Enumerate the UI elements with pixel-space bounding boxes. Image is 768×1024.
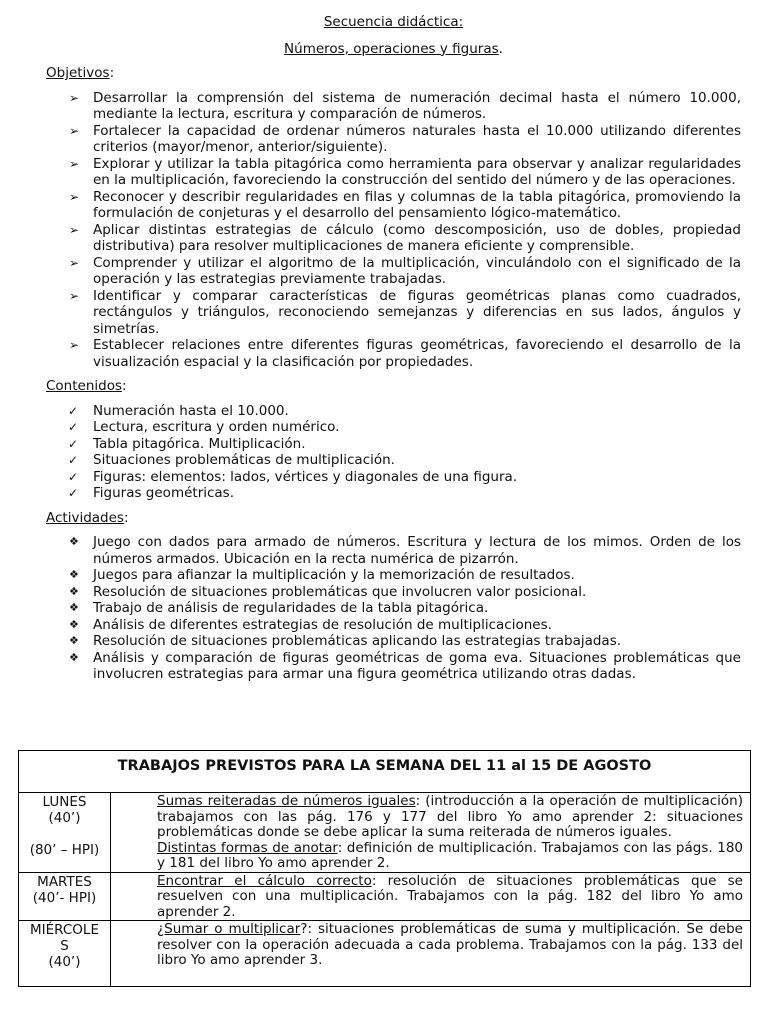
arrow-bullet-icon: ➢ — [69, 288, 80, 303]
actividad-item — [46, 633, 741, 650]
checkmark-icon: ✓ — [68, 403, 79, 418]
task-text: : (introducción a la operación de multiplicación) trabajamos con las pág. 176 y 177 del libro Yo amo aprender 2: situaciones problemáticas donde se debe aplicar la suma reiterada de números iguales. — [157, 793, 743, 840]
spacer — [21, 826, 108, 842]
objetivo-item — [46, 123, 741, 156]
objetivo-text: Identificar y comparar características de figuras geométricas planas como cuadrados, rectángulos y triángulos, reconociendo semejanzas y diferencias en sus lados, ángulos y simetrías. — [93, 287, 741, 337]
objetivo-item — [46, 255, 741, 288]
day-duration: (40’- HPI) — [32, 889, 97, 906]
checkmark-icon: ✓ — [68, 453, 79, 467]
task-text: ?: situaciones problemáticas de suma y multiplicación. Se debe resolver con la operación adecuada a cada problema. Trabajamos con la pág. 133 del libro Yo amo aprender 3. — [157, 921, 743, 968]
objetivo-text: Comprender y utilizar el algoritmo de la multiplicación, vinculándolo con el significado de la operación y las estrategias previamente trabajadas. — [93, 254, 741, 287]
contenido-item — [46, 419, 741, 436]
contenido-item — [46, 469, 741, 486]
objetivo-text: Reconocer y describir regularidades en filas y columnas de la tabla pitagórica, promoviendo la formulación de conjeturas y el desarrollo del pensamiento lógico-matemático. — [93, 188, 741, 221]
actividad-item — [46, 534, 741, 567]
arrow-bullet-icon: ➢ — [69, 338, 80, 352]
actividad-text: Juego con dados para armado de números. Escritura y lectura de los mimos. Orden de los números armados. Ubicación en la recta numérica de pizarrón. — [93, 534, 741, 567]
contenido-item — [46, 436, 741, 453]
day-duration: (40’) — [48, 954, 81, 970]
checkmark-icon: ✓ — [68, 486, 79, 500]
task-item — [137, 841, 743, 872]
diamond-bullet-icon: ❖ — [69, 584, 79, 598]
actividad-item — [46, 600, 741, 617]
diamond-bullet-icon: ❖ — [69, 617, 79, 631]
objetivo-item — [46, 90, 741, 123]
day-name-wrap: S — [60, 938, 69, 954]
contenido-item — [46, 485, 741, 502]
doc-title-text: Secuencia didáctica: — [323, 14, 464, 30]
arrow-bullet-icon: ➢ — [69, 255, 80, 270]
contenidos-heading-text: Contenidos — [46, 378, 123, 394]
contenido-text: Figuras: elementos: lados, vértices y diagonales de una figura. — [93, 468, 518, 485]
day-cell-martes — [19, 872, 111, 921]
diamond-bullet-icon: ❖ — [69, 601, 79, 614]
table-heading: TRABAJOS PREVISTOS PARA LA SEMANA DEL 11 al 15 DE AGOSTO — [19, 751, 751, 793]
objetivo-text: Fortalecer la capacidad de ordenar números naturales hasta el 10.000 utilizando diferentes criterios (mayor/menor, anterior/siguiente). — [93, 122, 741, 155]
day-name: MIÉRCOLE — [30, 922, 99, 938]
checkmark-icon: ✓ — [68, 420, 79, 434]
objetivo-text: Aplicar distintas estrategias de cálculo (como descomposición, uso de dobles, propiedad distributiva) para resolver multiplicaciones de manera eficiente y comprensible. — [93, 221, 741, 254]
actividad-item — [46, 584, 741, 601]
doc-subtitle-text: Números, operaciones y figuras — [284, 40, 499, 57]
day-name: MARTES — [37, 873, 92, 890]
diamond-bullet-icon: ❖ — [69, 568, 79, 581]
contenidos-heading-colon: : — [122, 378, 127, 394]
objetivo-text: Establecer relaciones entre diferentes figuras geométricas, favoreciendo el desarrollo de la visualización espacial y la clasificación por propiedades. — [93, 337, 741, 370]
contenido-text: Situaciones problemáticas de multiplicación. — [93, 452, 395, 468]
actividad-text: Resolución de situaciones problemáticas que involucren valor posicional. — [93, 583, 587, 600]
contenidos-list — [46, 403, 741, 502]
actividad-item — [46, 617, 741, 634]
objetivos-heading-colon: : — [109, 65, 115, 81]
contenido-text: Figuras geométricas. — [93, 485, 235, 501]
day-duration-extra: (80’ – HPI) — [29, 842, 100, 858]
arrow-bullet-icon: ➢ — [69, 90, 80, 105]
checkmark-icon: ✓ — [68, 436, 79, 451]
contenido-text: Tabla pitagórica. Multiplicación. — [93, 435, 306, 452]
arrow-bullet-icon: ➢ — [69, 189, 80, 204]
actividades-heading-text: Actividades — [46, 509, 124, 526]
actividad-item — [46, 567, 741, 584]
task-title: Distintas formas de anotar — [157, 839, 338, 856]
objetivo-item — [46, 156, 741, 189]
day-name: LUNES — [42, 794, 87, 810]
task-title: Encontrar el cálculo correcto — [157, 872, 372, 889]
objetivos-heading — [46, 65, 741, 82]
actividad-text: Juegos para afianzar la multiplicación y la memorización de resultados. — [93, 567, 575, 583]
task-item — [137, 922, 743, 969]
objetivo-item — [46, 337, 741, 370]
actividad-text: Análisis de diferentes estrategias de resolución de multiplicaciones. — [93, 616, 552, 633]
diamond-bullet-icon: ❖ — [69, 535, 79, 548]
table-row — [19, 872, 751, 921]
day-cell-miercoles — [19, 921, 111, 987]
objetivo-item — [46, 189, 741, 222]
day-cell-lunes — [19, 793, 111, 873]
day-duration: (40’) — [48, 810, 81, 826]
actividades-heading-colon: : — [123, 509, 129, 526]
contenido-text: Numeración hasta el 10.000. — [93, 402, 289, 419]
tasks-cell-martes — [111, 872, 751, 921]
doc-title — [46, 14, 741, 31]
task-item — [137, 794, 743, 841]
table-row — [19, 921, 751, 987]
objetivo-item — [46, 222, 741, 255]
arrow-bullet-icon: ➢ — [69, 222, 80, 237]
table-header-row — [19, 751, 751, 793]
task-title: Sumas reiteradas de números iguales — [157, 793, 416, 809]
actividades-list — [46, 534, 741, 683]
arrow-bullet-icon: ➢ — [69, 156, 80, 171]
contenido-text: Lectura, escritura y orden numérico. — [93, 419, 340, 435]
actividad-text: Trabajo de análisis de regularidades de la tabla pitagórica. — [93, 600, 489, 616]
objetivo-item — [46, 288, 741, 338]
actividad-text: Análisis y comparación de figuras geométricas de goma eva. Situaciones problemáticas que involucren estrategias para armar una figura geométrica utilizando otras dadas. — [93, 649, 741, 682]
contenido-item — [46, 452, 741, 469]
weekly-plan-table — [18, 750, 751, 987]
tasks-cell-miercoles — [111, 921, 751, 987]
task-text: : definición de multiplicación. Trabajamos con las págs. 180 y 181 del libro Yo amo aprender 2. — [157, 839, 743, 871]
task-item — [137, 874, 743, 921]
tasks-cell-lunes — [111, 793, 751, 873]
objetivo-text: Explorar y utilizar la tabla pitagórica como herramienta para observar y analizar regularidades en la multiplicación, favoreciendo la construcción del sentido del número y de las operaciones. — [93, 155, 741, 188]
doc-subtitle-period: . — [498, 40, 503, 57]
checkmark-icon: ✓ — [68, 469, 79, 484]
objetivos-heading-text: Objetivos — [46, 65, 110, 81]
task-text: : resolución de situaciones problemáticas que se resuelven con una multiplicación. Trabajamos con la pág. 182 del libro Yo amo aprender 2. — [157, 872, 743, 920]
contenido-item — [46, 403, 741, 420]
doc-subtitle — [46, 41, 741, 58]
contenidos-heading — [46, 378, 741, 395]
diamond-bullet-icon: ❖ — [69, 634, 79, 647]
table-row — [19, 793, 751, 873]
diamond-bullet-icon: ❖ — [69, 650, 79, 664]
objetivo-text: Desarrollar la comprensión del sistema de numeración decimal hasta el número 10.000, mediante la lectura, escritura y comparación de números. — [93, 89, 741, 122]
actividad-item — [46, 650, 741, 683]
task-title: ¿Sumar o multiplicar — [157, 921, 301, 937]
actividad-text: Resolución de situaciones problemáticas aplicando las estrategias trabajadas. — [93, 633, 622, 649]
actividades-heading — [46, 510, 741, 527]
objetivos-list — [46, 90, 741, 371]
arrow-bullet-icon: ➢ — [69, 123, 80, 138]
